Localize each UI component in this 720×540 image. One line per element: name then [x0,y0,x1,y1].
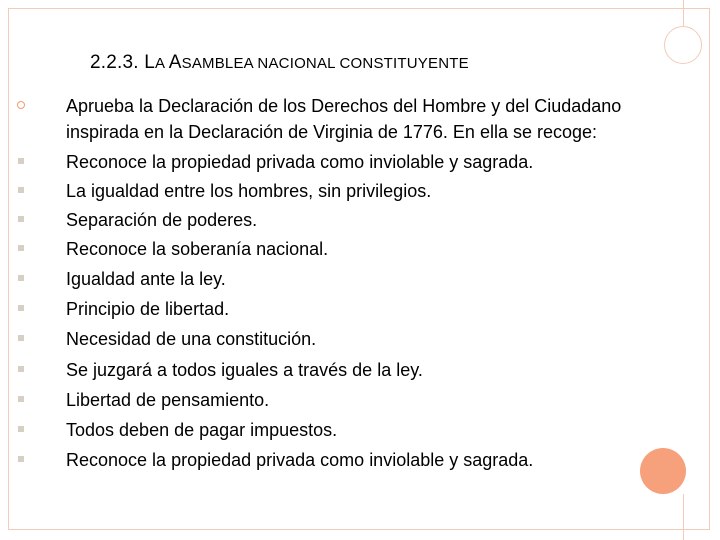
list-item-text: Igualdad ante la ley. [66,269,226,289]
slide-title [90,52,469,74]
list-item-text: Se juzgará a todos iguales a través de la ley. [66,360,423,380]
square-bullet-icon [18,216,24,222]
list-item-text: Reconoce la propiedad privada como inviolable y sagrada. [66,152,534,172]
intro-paragraph: Aprueba la Declaración de los Derechos del Hombre y del Ciudadano inspirada en la Declaración de Virginia de 1776. En ella se recoge: [66,96,622,142]
list-item-text: Reconoce la soberanía nacional. [66,239,329,259]
title-small-caps-2: SAMBLEA NACIONAL CONSTITUYENTE [181,55,469,72]
square-bullet-icon [18,275,24,281]
title-cap-a: A [168,52,182,73]
square-bullet-icon [18,396,24,402]
square-bullet-icon [18,305,24,311]
title-number: 2.2.3. [90,52,145,73]
circle-bullet-icon [17,101,25,109]
square-bullet-icon [18,187,24,193]
decorative-line-top [683,0,684,26]
title-small-caps-1: A [155,55,169,72]
square-bullet-icon [18,456,24,462]
list-item-text: Todos deben de pagar impuestos. [66,420,338,440]
decorative-circle [664,26,702,64]
list-item-text: Necesidad de una constitución. [66,329,317,349]
title-cap-l: L [144,52,155,73]
list-item-text: Libertad de pensamiento. [66,390,270,410]
square-bullet-icon [18,335,24,341]
accent-circle [640,448,686,494]
list-item-text: Reconoce la propiedad privada como inviolable y sagrada. [66,450,534,470]
list-item-text: La igualdad entre los hombres, sin privilegios. [66,181,432,201]
list-item-text: Separación de poderes. [66,210,258,230]
square-bullet-icon [18,366,24,372]
square-bullet-icon [18,426,24,432]
square-bullet-icon [18,245,24,251]
list-item-text: Principio de libertad. [66,299,230,319]
decorative-line-bottom [683,494,684,540]
square-bullet-icon [18,158,24,164]
